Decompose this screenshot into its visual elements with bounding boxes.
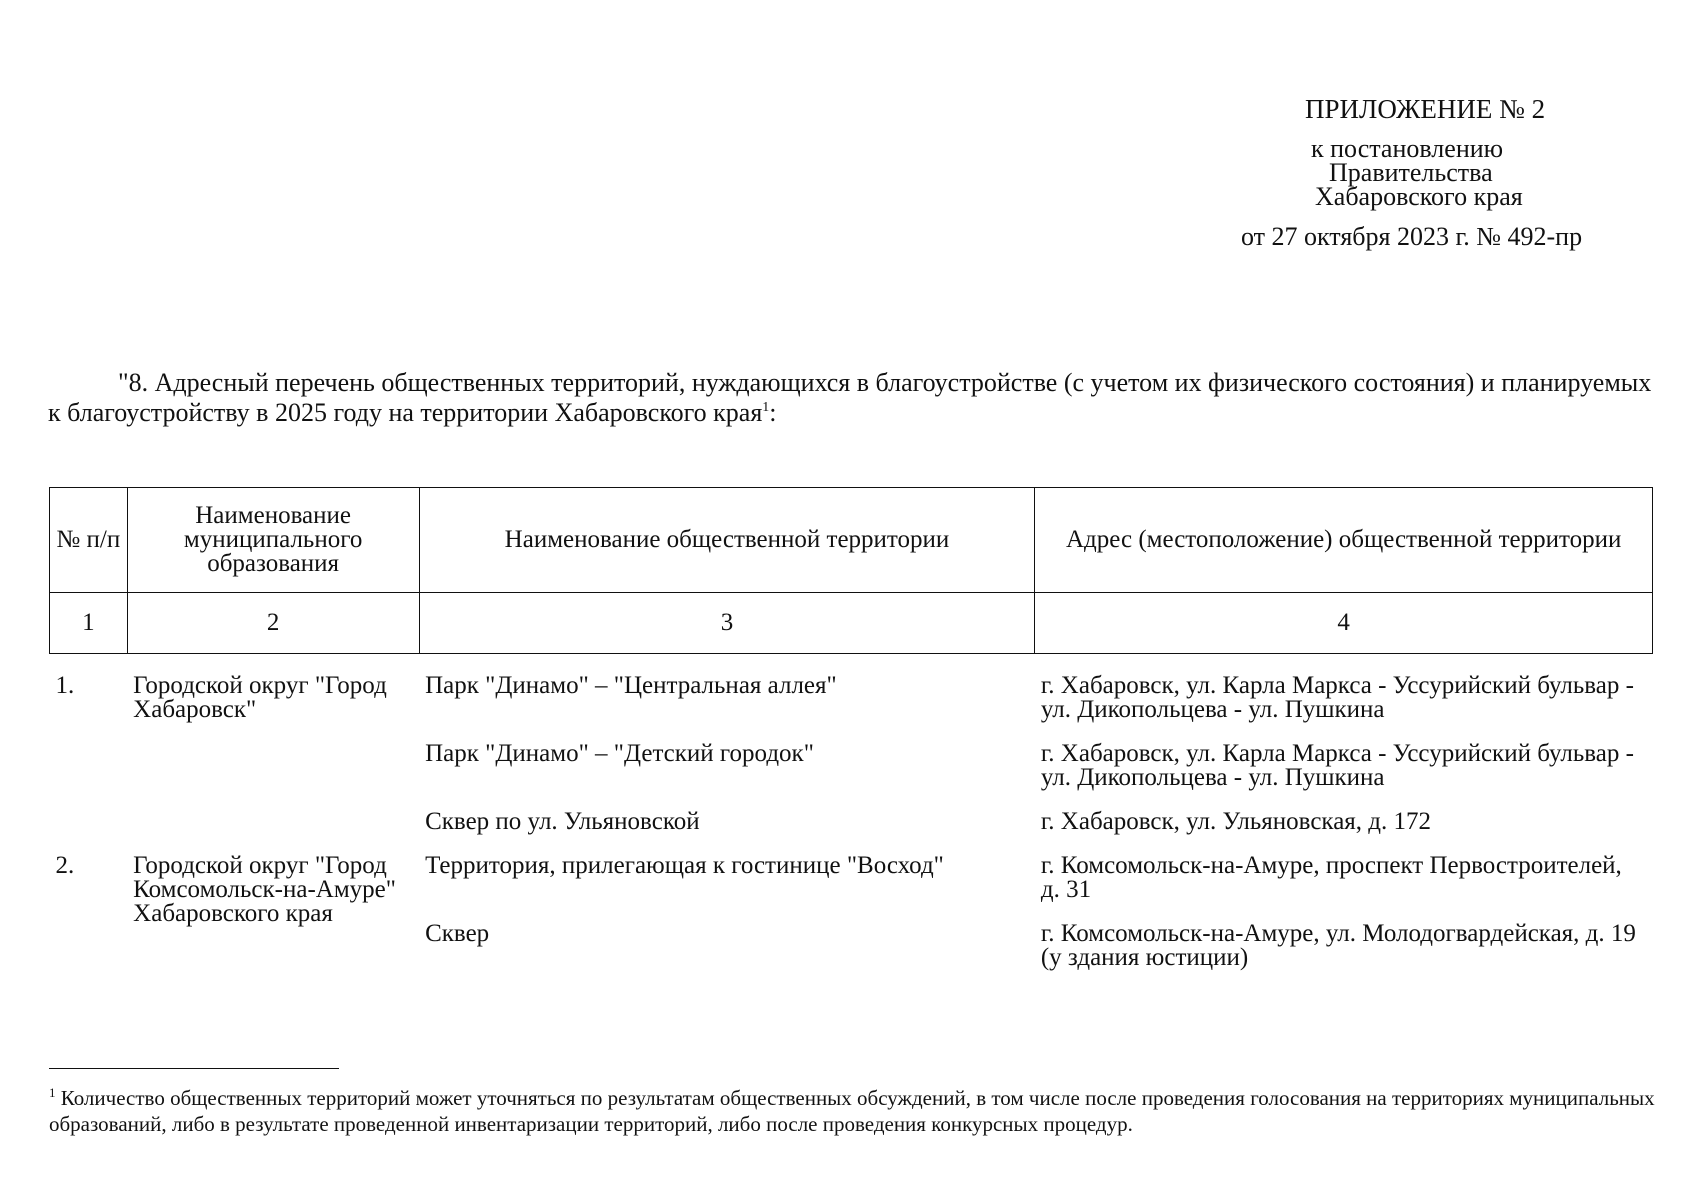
footnote [49,1080,1669,1137]
header-municipality: Наименование муниципального образования [127,488,419,593]
intro-footnote-mark: 1 [762,400,770,415]
row-municipality: Городской округ "Город Комсомольск-на-Амуре" Хабаровского края [133,851,396,927]
territory-address: г. Хабаровск, ул. Ульяновская, д. 172 [1040,807,1432,835]
header-num: № п/п [50,488,128,593]
footnote-text: Количество общественных территорий может уточняться по результатам общественных обсуждений, в том числе после проведения голосования на территориях муниципальных образований, либо в результате проведенной инвентаризации территорий, либо после проведения конкурсных процедур. [49,1086,1655,1136]
territory-address: г. Комсомольск-на-Амуре, проспект Первостроителей, д. 31 [1040,851,1622,903]
intro-tail: : [769,398,777,427]
table-row [50,854,1653,902]
column-number: 3 [419,593,1035,654]
column-number: 1 [50,593,128,654]
footnote-mark: 1 [49,1085,56,1100]
table-row [50,674,1653,722]
row-municipality: Городской округ "Город Хабаровск" [133,671,387,723]
header-line-2: Правительства [1329,158,1493,187]
header-line-4: от 27 октября 2023 г. № 492-пр [1241,222,1583,251]
territory-name: Сквер по ул. Ульяновской [425,807,700,835]
row-number: 2. [55,851,75,879]
territory-address: г. Хабаровск, ул. Карла Маркса - Уссурийский бульвар - ул. Дикопольцева - ул. Пушкина [1040,739,1634,791]
header-address: Адрес (местоположение) общественной территории [1035,488,1653,593]
intro-text: "8. Адресный перечень общественных территорий, нуждающихся в благоустройстве (с учетом их физического состояния) и планируемых к благоустройству в 2025 году на территории Хабаровского края [48,368,1652,427]
column-number: 4 [1035,593,1653,654]
territories-table [49,487,1653,970]
header-line-1: к постановлению [1311,134,1504,163]
territory-name: Парк "Динамо" – "Центральная аллея" [425,671,837,699]
territory-address: г. Хабаровск, ул. Карла Маркса - Уссурийский бульвар - ул. Дикопольцева - ул. Пушкина [1040,671,1634,723]
table-header-row [50,488,1653,593]
territory-name: Парк "Динамо" – "Детский городок" [425,739,814,767]
row-number: 1. [55,671,75,699]
footnote-separator [49,1068,339,1069]
header-line-3: Хабаровского края [1315,182,1523,211]
column-number-row [50,593,1653,654]
territory-name: Сквер [425,919,490,947]
territory-address: г. Комсомольск-на-Амуре, ул. Молодогвардейская, д. 19 (у здания юстиции) [1040,919,1636,971]
header-territory: Наименование общественной территории [419,488,1035,593]
appendix-title: ПРИЛОЖЕНИЕ № 2 [1305,94,1546,124]
intro-paragraph [48,370,1658,425]
territory-name: Территория, прилегающая к гостинице "Восход" [425,851,944,879]
column-number: 2 [127,593,419,654]
